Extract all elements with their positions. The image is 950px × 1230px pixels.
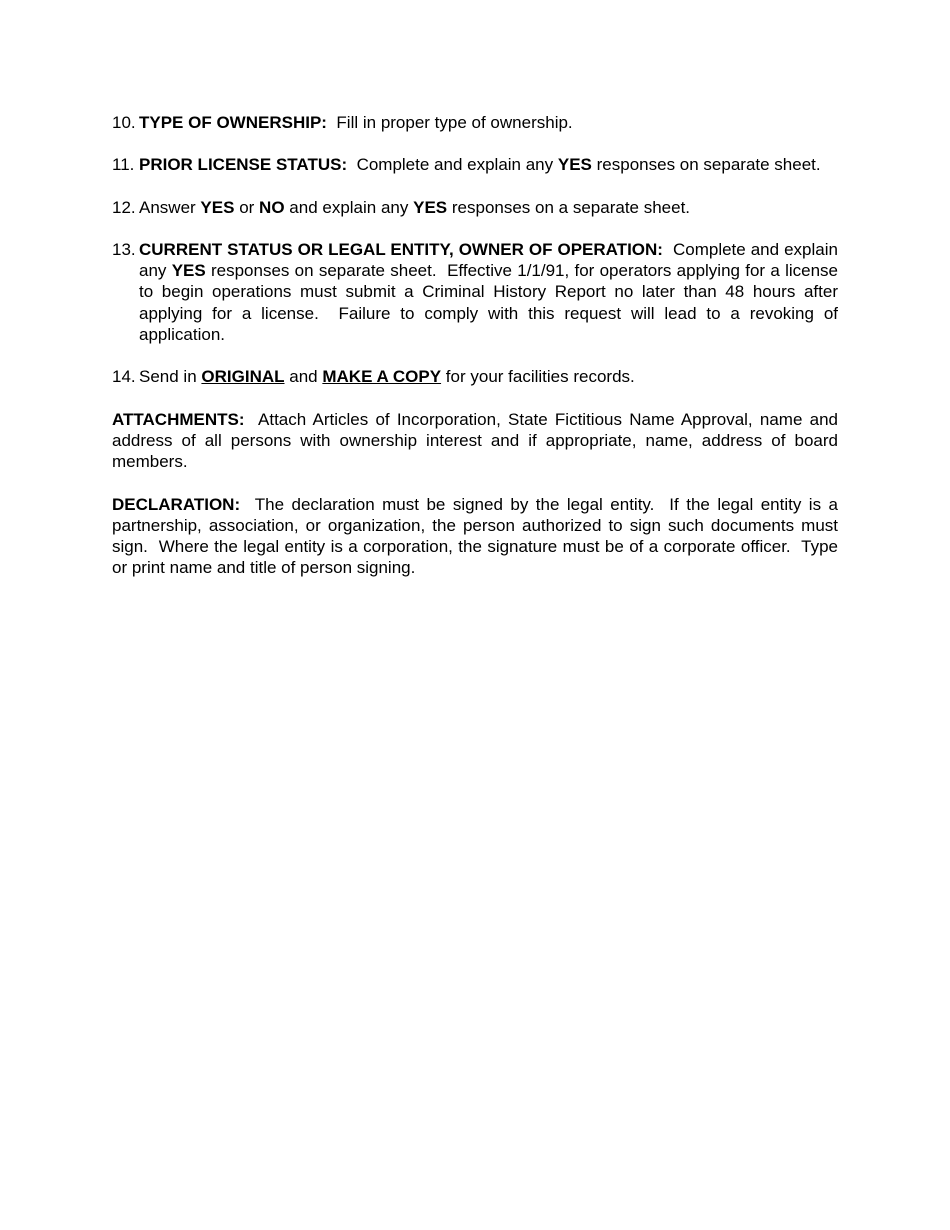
- item-number: 13.: [112, 239, 136, 259]
- item-text: Complete and explain any: [356, 155, 554, 175]
- item-number: 11.: [112, 155, 135, 175]
- instruction-item-10: [112, 112, 838, 133]
- instructions-page: [112, 112, 843, 600]
- instruction-item-13: [112, 239, 843, 345]
- item-text: responses on separate sheet.: [596, 155, 821, 175]
- bold-yes: YES: [171, 261, 206, 281]
- instruction-item-14: [112, 366, 838, 387]
- section-label: DECLARATION:: [112, 494, 241, 514]
- item-text: for your facilities records.: [445, 367, 635, 387]
- instruction-item-11: [112, 154, 838, 175]
- item-number: 10.: [112, 113, 136, 132]
- item-text: and explain any: [289, 197, 409, 217]
- declaration-section: [112, 494, 843, 579]
- section-text: The declaration must be signed by the legal entity. If the legal entity is a partnership, association, or organization, the person authorized to sign such documents must sign. Where the legal entity is a corporation, the signature must be of a corporate officer. Type or print name and title of person signing.: [112, 494, 843, 578]
- item-text: responses on a separate sheet.: [451, 197, 691, 217]
- item-label: CURRENT STATUS OR LEGAL ENTITY, OWNER OF OPERATION:: [139, 239, 663, 259]
- item-text: Answer: [139, 197, 196, 217]
- item-label: TYPE OF OWNERSHIP:: [139, 113, 327, 132]
- bold-yes: YES: [200, 197, 235, 217]
- bold-yes: YES: [413, 197, 448, 217]
- item-text: Fill in proper type of ownership.: [336, 113, 573, 132]
- bold-no: NO: [259, 197, 285, 217]
- item-text: Send in: [139, 367, 197, 387]
- attachments-section: [112, 409, 838, 473]
- item-text: responses on separate sheet. Effective 1/1/91, for operators applying for a license to begin operations must submit a Criminal History Report no later than 48 hours after applying for a license. Failure to comply with this request will lead to a revoking of application.: [139, 261, 843, 345]
- instruction-item-12: [112, 197, 838, 218]
- section-text: Attach Articles of Incorporation, State Fictitious Name Approval, name and address of all persons with ownership interest and if appropriate, name, address of board members.: [112, 409, 838, 472]
- item-number: 12.: [112, 197, 136, 217]
- section-label: ATTACHMENTS:: [112, 409, 245, 429]
- item-text: Complete and explain any: [139, 239, 838, 281]
- bold-original: ORIGINAL: [201, 367, 285, 387]
- item-text: or: [239, 197, 255, 217]
- item-number: 14.: [112, 367, 136, 387]
- item-text: and: [289, 367, 318, 387]
- item-label: PRIOR LICENSE STATUS:: [139, 155, 348, 175]
- bold-make-a-copy: MAKE A COPY: [322, 367, 442, 387]
- bold-yes: YES: [557, 155, 592, 175]
